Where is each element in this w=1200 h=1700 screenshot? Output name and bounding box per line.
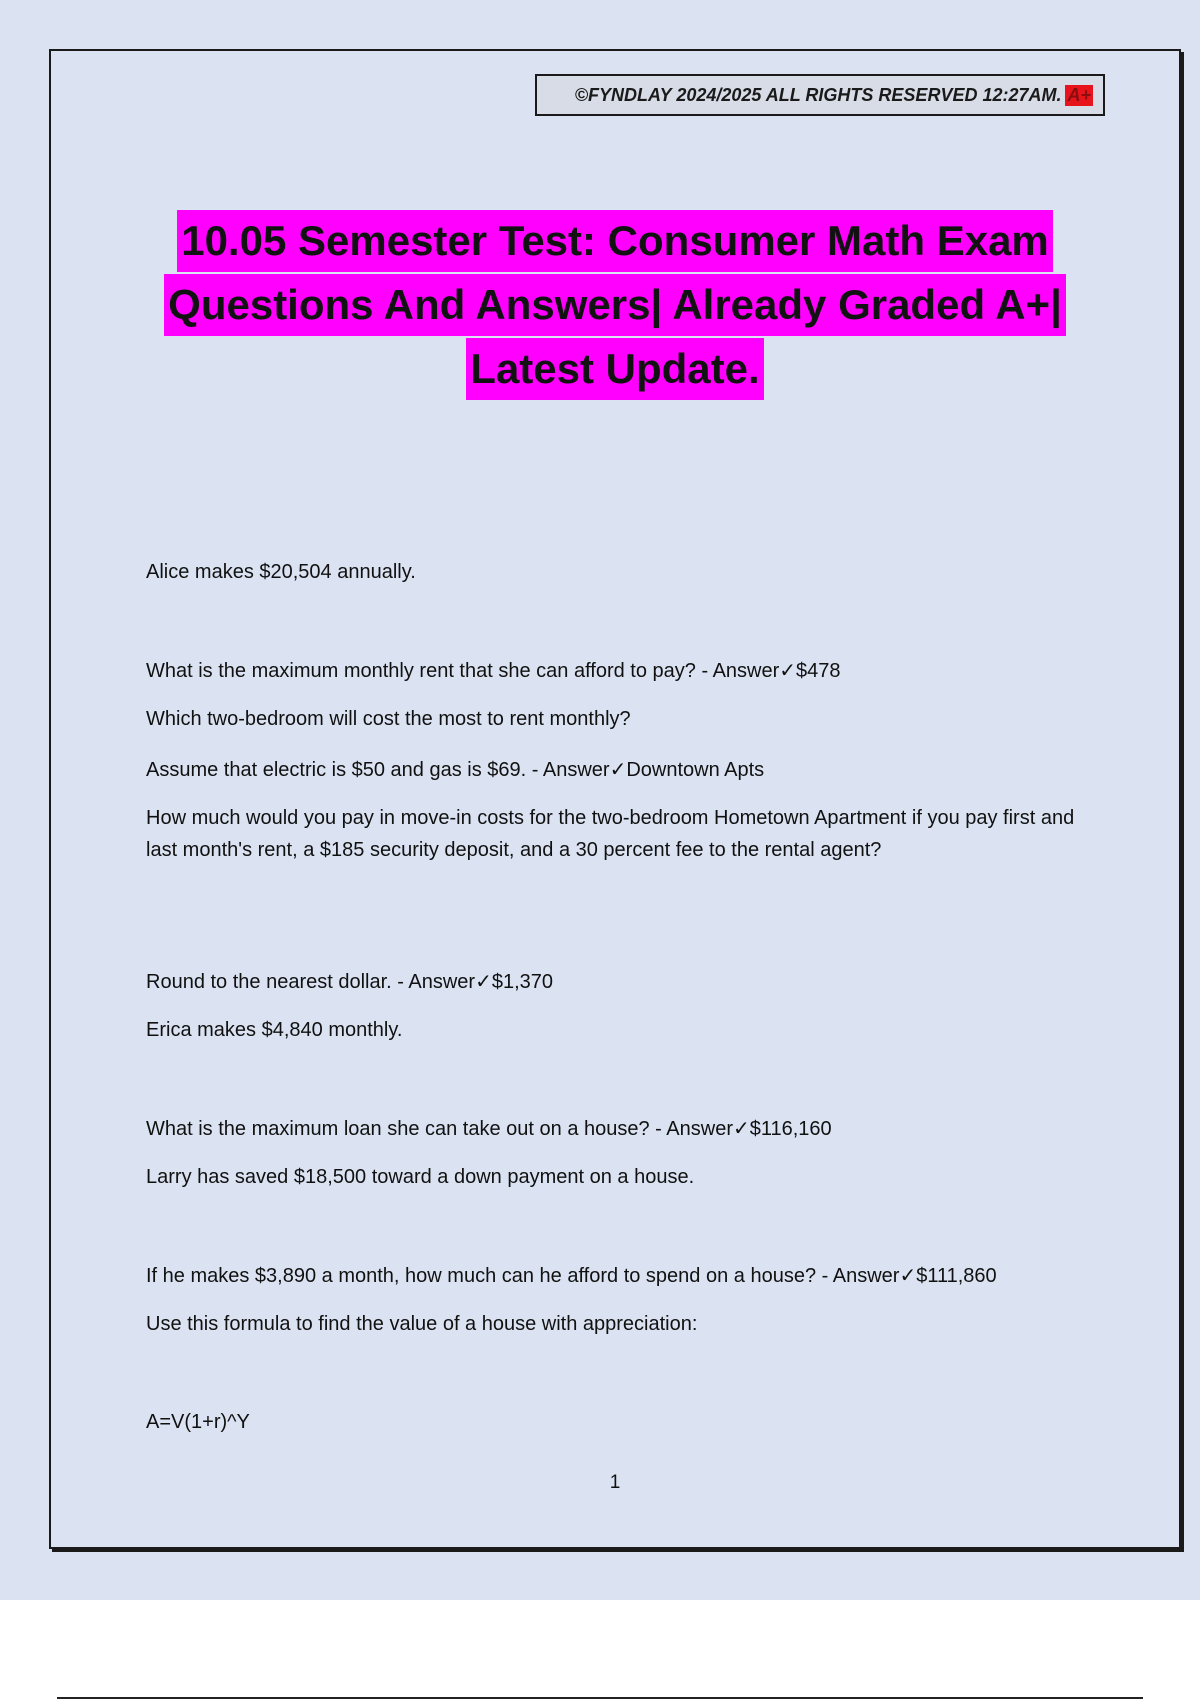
title-line-2: Questions And Answers| Already Graded A+| — [164, 274, 1066, 336]
paragraph-move-in-answer: Round to the nearest dollar. - Answer✓$1,370 — [146, 971, 554, 993]
next-page-divider — [57, 1697, 1143, 1699]
paragraph-formula: A=V(1+r)^Y — [146, 1411, 250, 1433]
paragraph-max-loan-answer: What is the maximum loan she can take out on a house? - Answer✓$116,160 — [146, 1118, 832, 1140]
title-line-3: Latest Update. — [466, 338, 763, 400]
paragraph-alice-income: Alice makes $20,504 annually. — [146, 561, 416, 583]
paragraph-max-rent-answer: What is the maximum monthly rent that she can afford to pay? - Answer✓$478 — [146, 660, 841, 682]
grade-badge: A+ — [1067, 84, 1091, 105]
paragraph-house-budget-answer: If he makes $3,890 a month, how much can he afford to spend on a house? - Answer✓$111,860 — [146, 1265, 997, 1287]
title-line-1: 10.05 Semester Test: Consumer Math Exam — [177, 210, 1053, 272]
paragraph-move-in-question: How much would you pay in move-in costs for the two-bedroom Hometown Apartment if you pay first and last month's rent, a $185 security deposit, and a 30 percent fee to the rental agent? — [146, 807, 1075, 861]
copyright-text: ©FYNDLAY 2024/2025 ALL RIGHTS RESERVED 12:27AM. — [574, 84, 1062, 105]
paragraph-erica-income: Erica makes $4,840 monthly. — [146, 1019, 403, 1041]
paragraph-appreciation-formula-intro: Use this formula to find the value of a house with appreciation: — [146, 1313, 698, 1335]
copyright-header — [535, 74, 1105, 116]
paragraph-two-bedroom-question: Which two-bedroom will cost the most to rent monthly? — [146, 708, 631, 730]
page-number: 1 — [609, 1472, 621, 1493]
paragraph-larry-savings: Larry has saved $18,500 toward a down payment on a house. — [146, 1166, 695, 1188]
document-title — [120, 210, 1110, 402]
paragraph-utilities-answer: Assume that electric is $50 and gas is $69. - Answer✓Downtown Apts — [146, 759, 765, 781]
